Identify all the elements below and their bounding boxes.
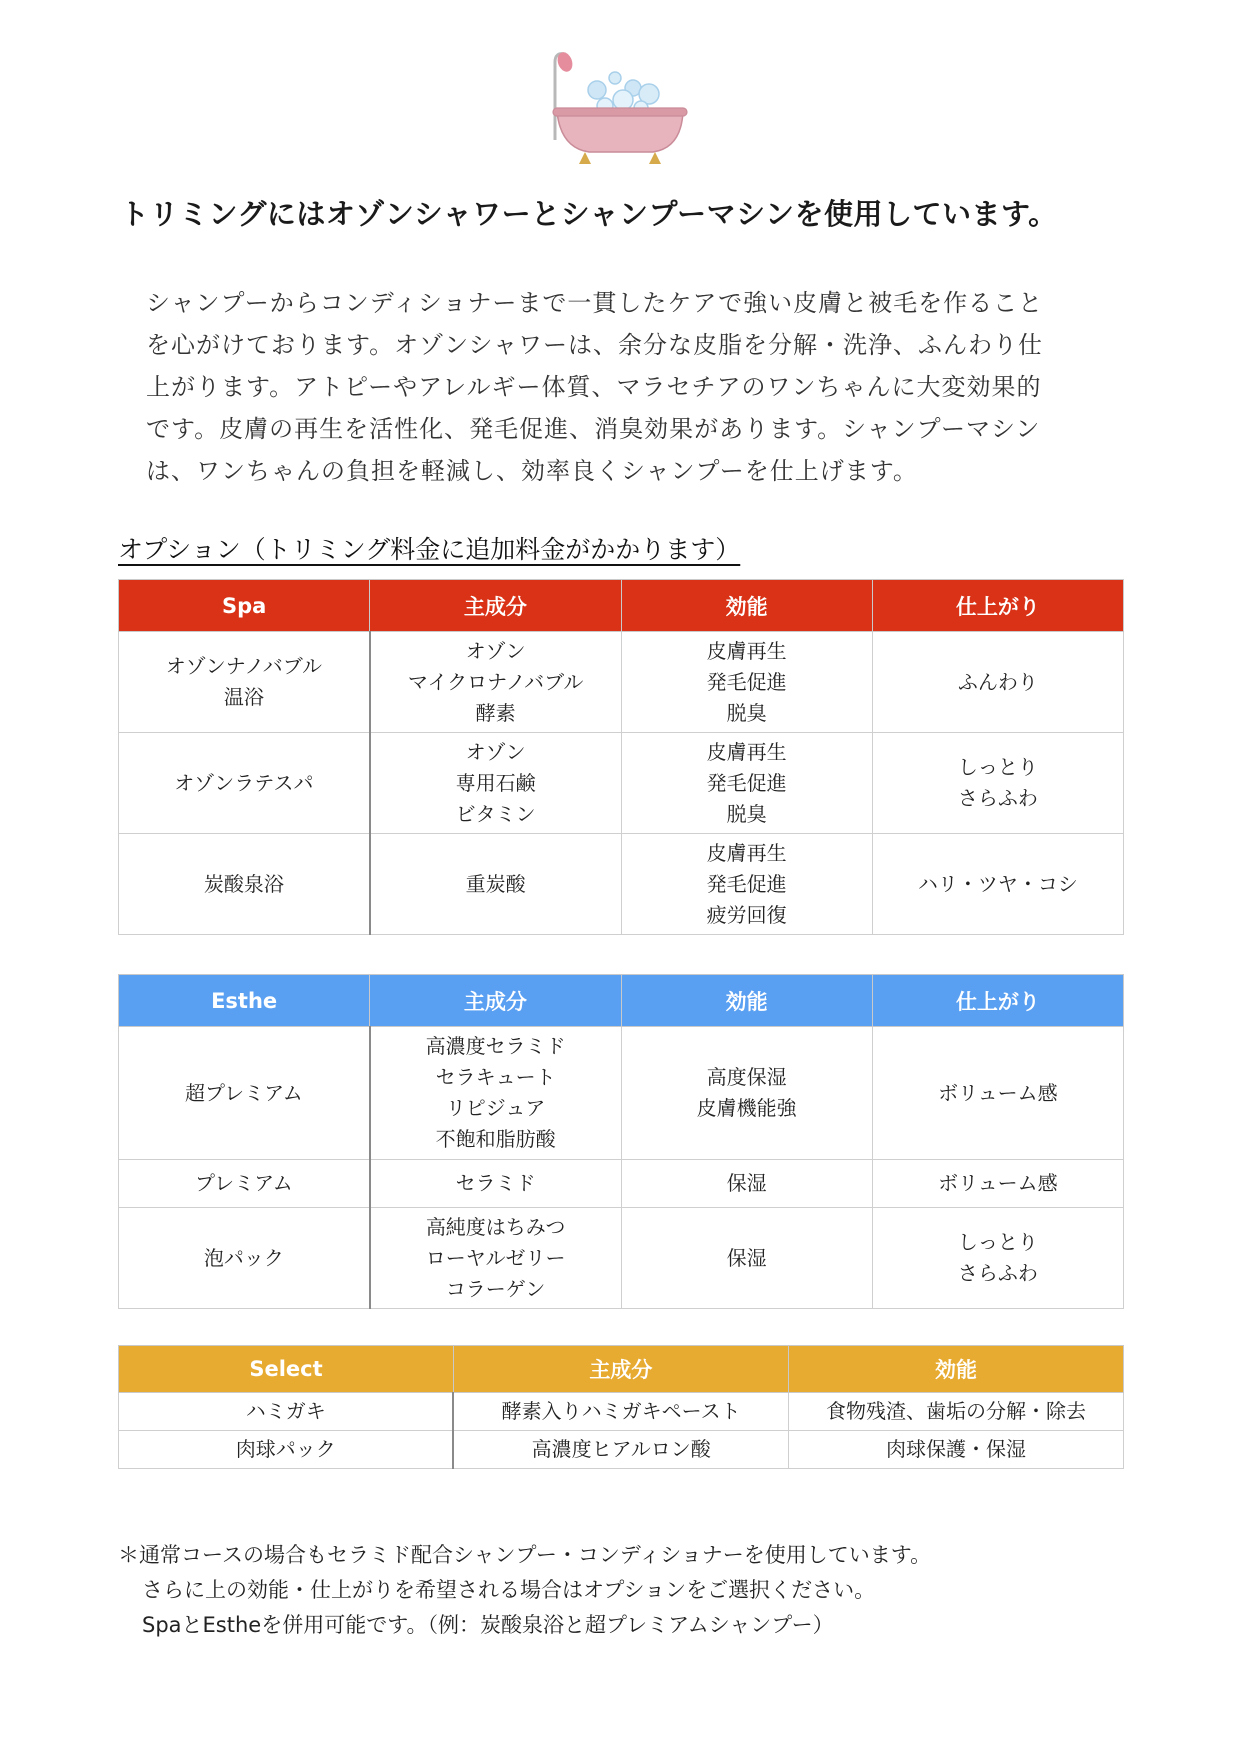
cell-text: セラキュート: [435, 1065, 556, 1089]
cell-text: ビタミン: [455, 801, 536, 826]
cell-text: 発毛促進: [706, 770, 787, 795]
cell-ingredients: [453, 1393, 788, 1431]
cell-text: リピジュア: [445, 1096, 546, 1120]
cell-text: 高純度はちみつ: [425, 1214, 566, 1239]
cell-text: 疲労回復: [706, 902, 787, 927]
cell-effects: [621, 1027, 872, 1160]
intro-line: を心がけております。オゾンシャワーは、余分な皮脂を分解・洗浄、ふんわり仕: [146, 331, 1043, 359]
cell-effects: [621, 1208, 872, 1309]
cell-name: [119, 733, 370, 834]
cell-ingredients: [370, 1027, 621, 1160]
footnote-line: さらに上の効能・仕上がりを希望される場合はオプションをご選択ください。: [142, 1578, 876, 1602]
footnote-line: SpaとEstheを併用可能です。（例：炭酸泉浴と超プレミアムシャンプー）: [142, 1613, 834, 1637]
esthe-table: [118, 974, 1124, 1309]
cell-text: 皮膚機能強: [696, 1096, 797, 1120]
cell-text: 発毛促進: [706, 669, 787, 694]
cell-text: オゾンラテスパ: [174, 770, 314, 795]
cell-text: ボリューム感: [938, 1171, 1058, 1195]
cell-text: プレミアム: [194, 1171, 293, 1195]
column-header: Esthe: [119, 975, 370, 1027]
cell-effects: [621, 632, 872, 733]
table-row: [119, 1208, 1124, 1309]
table-row: [119, 834, 1124, 935]
cell-ingredients: [370, 632, 621, 733]
cell-text: しっとり: [957, 755, 1038, 779]
cell-effects: [621, 834, 872, 935]
cell-finish: [872, 1027, 1123, 1160]
page-title: トリミングにはオゾンシャワーとシャンプーマシンを使用しています。: [120, 197, 1058, 231]
cell-text: さらふわ: [957, 786, 1038, 810]
cell-text: オゾンナノバブル: [165, 654, 322, 678]
cell-text: 皮膚再生: [706, 840, 787, 865]
cell-text: 泡パック: [203, 1245, 284, 1270]
table-row: [119, 733, 1124, 834]
cell-ingredients: [370, 733, 621, 834]
cell-text: 高濃度セラミド: [425, 1034, 566, 1058]
cell-name: [119, 1027, 370, 1160]
cell-text: ローヤルゼリー: [425, 1245, 566, 1270]
cell-text: 脱臭: [726, 700, 767, 725]
cell-name: [119, 834, 370, 935]
intro-line: は、ワンちゃんの負担を軽減し、効率良くシャンプーを仕上げます。: [146, 457, 918, 485]
intro-line: シャンプーからコンディショナーまで一貫したケアで強い皮膚と被毛を作ること: [146, 289, 1044, 317]
cell-text: マイクロナノバブル: [407, 669, 584, 694]
cell-text: 発毛促進: [706, 871, 787, 896]
cell-name: [119, 1393, 454, 1431]
cell-text: 食物残渣、歯垢の分解・除去: [825, 1399, 1086, 1423]
cell-text: オゾン: [465, 638, 526, 663]
table-row: [119, 1393, 1124, 1431]
select-table: [118, 1345, 1124, 1469]
cell-text: 重炭酸: [465, 871, 526, 896]
cell-name: [119, 1208, 370, 1309]
cell-finish: [872, 1160, 1123, 1208]
cell-text: 温浴: [223, 685, 264, 709]
table-header-row: [119, 1346, 1124, 1393]
cell-text: 超プレミアム: [184, 1080, 303, 1105]
spa-table: [118, 579, 1124, 935]
cell-text: 高濃度ヒアルロン酸: [531, 1437, 711, 1461]
intro-line: です。皮膚の再生を活性化、発毛促進、消臭効果があります。シャンプーマシン: [146, 415, 1041, 443]
cell-effects: [621, 1160, 872, 1208]
cell-text: コラーゲン: [445, 1276, 546, 1301]
cell-ingredients: [370, 1208, 621, 1309]
cell-text: 酵素入りハミガキペースト: [501, 1399, 741, 1423]
cell-text: 脱臭: [726, 801, 767, 826]
cell-name: [119, 1160, 370, 1208]
cell-ingredients: [370, 1160, 621, 1208]
column-header: 仕上がり: [872, 975, 1123, 1027]
cell-ingredients: [453, 1431, 788, 1469]
options-heading: オプション（トリミング料金に追加料金がかかります）: [118, 535, 741, 564]
intro-line: 上がります。アトピーやアレルギー体質、マラセチアのワンちゃんに大変効果的: [146, 373, 1042, 401]
cell-text: 肉球保護・保湿: [885, 1437, 1026, 1461]
cell-text: さらふわ: [957, 1261, 1038, 1285]
footnote-line: ＊通常コースの場合もセラミド配合シャンプー・コンディショナーを使用しています。: [118, 1543, 932, 1567]
cell-text: 皮膚再生: [706, 638, 787, 663]
cell-finish: [872, 1208, 1123, 1309]
column-header: 効能: [621, 580, 872, 632]
cell-effects: [788, 1431, 1123, 1469]
cell-effects: [788, 1393, 1123, 1431]
table-row: [119, 632, 1124, 733]
cell-text: 不飽和脂肪酸: [435, 1127, 556, 1151]
footnotes: [118, 1538, 931, 1643]
column-header: 主成分: [453, 1346, 788, 1393]
cell-text: セラミド: [455, 1171, 536, 1195]
cell-text: 皮膚再生: [706, 739, 787, 764]
cell-text: 炭酸泉浴: [203, 871, 284, 896]
cell-effects: [621, 733, 872, 834]
cell-ingredients: [370, 834, 621, 935]
cell-text: ふんわり: [957, 669, 1038, 694]
cell-finish: [872, 632, 1123, 733]
table-header-row: [119, 580, 1124, 632]
table-row: [119, 1431, 1124, 1469]
column-header: 主成分: [370, 975, 621, 1027]
column-header: 効能: [621, 975, 872, 1027]
cell-text: ハミガキ: [245, 1399, 326, 1423]
cell-name: [119, 632, 370, 733]
cell-text: 肉球パック: [235, 1437, 336, 1461]
column-header: 仕上がり: [872, 580, 1123, 632]
cell-text: 専用石鹸: [455, 770, 536, 795]
cell-name: [119, 1431, 454, 1469]
cell-finish: [872, 733, 1123, 834]
cell-text: しっとり: [957, 1230, 1038, 1254]
column-header: 効能: [788, 1346, 1123, 1393]
cell-text: 保湿: [726, 1245, 767, 1270]
cell-text: 保湿: [726, 1171, 767, 1195]
table-row: [119, 1027, 1124, 1160]
cell-text: 酵素: [475, 700, 516, 725]
cell-text: ハリ・ツヤ・コシ: [917, 871, 1078, 896]
table-row: [119, 1160, 1124, 1208]
intro-paragraph: [146, 282, 1126, 492]
table-header-row: [119, 975, 1124, 1027]
cell-text: ボリューム感: [938, 1080, 1058, 1105]
cell-finish: [872, 834, 1123, 935]
column-header: 主成分: [370, 580, 621, 632]
cell-text: 高度保湿: [706, 1065, 787, 1089]
column-header: Select: [119, 1346, 454, 1393]
column-header: Spa: [119, 580, 370, 632]
cell-text: オゾン: [465, 739, 526, 764]
bathtub-icon: [545, 48, 695, 168]
